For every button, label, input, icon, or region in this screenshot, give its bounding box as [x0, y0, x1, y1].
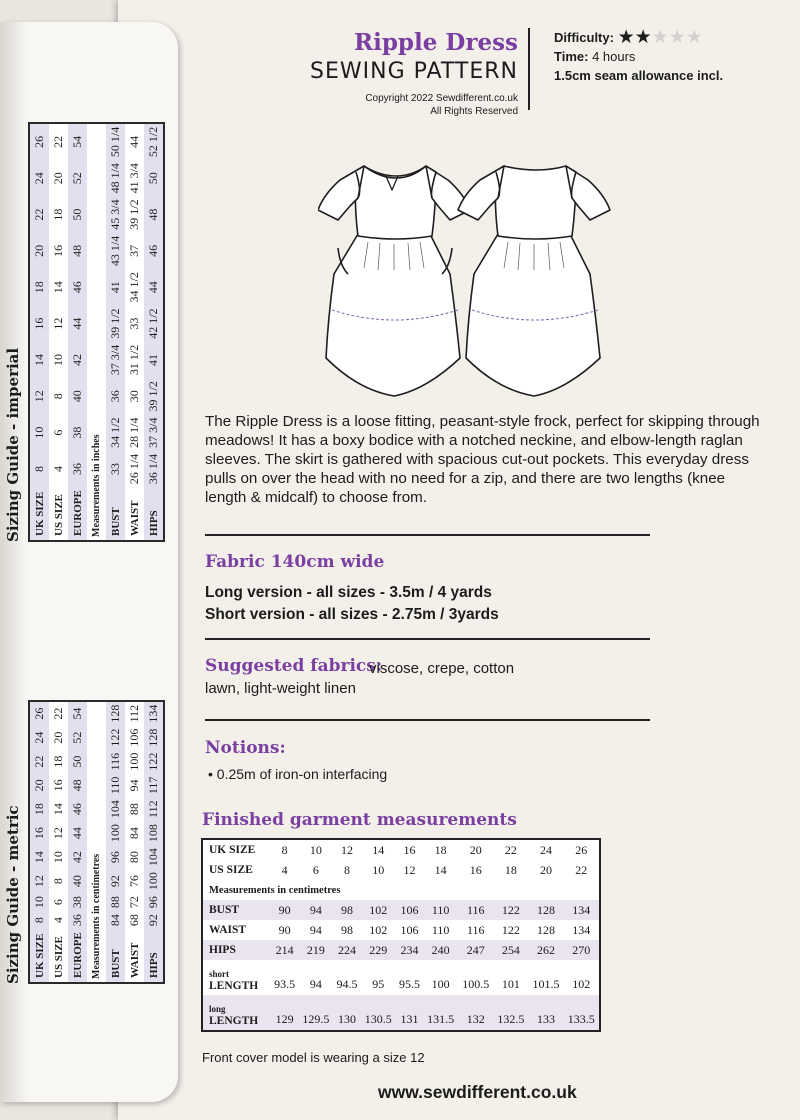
table-cell: 6 — [51, 429, 65, 436]
table-cell: 112 — [144, 797, 164, 821]
table-cell: 134 — [144, 701, 164, 726]
table-cell: 33 — [106, 451, 125, 487]
table-cell: 52 1/2 — [144, 123, 164, 160]
table-cell: 36 — [68, 451, 87, 487]
divider — [205, 719, 650, 721]
table-cell: 12 — [29, 869, 49, 893]
metric-size-table: UK SIZE 8 10 12 14 16 18 20 22 24 26 US SIZE 4 6 8 10 12 14 16 18 20 22 EUROPE 36 38 40 42 44 46 48 50 52 54 Measurements in centimetres BUST 84 88 92 96 100 104 110 116 122 128 WAIST 68 72 76 80 84 88 94 100 106 112 HIPS 92 96 100 104 108 112 117 122 128 134 — [28, 700, 165, 984]
table-cell: 14 — [434, 862, 447, 877]
metric-guide-title: Sizing Guide - metric — [4, 805, 22, 984]
table-cell: 112 — [127, 704, 141, 723]
table-cell: 16 — [51, 244, 65, 257]
table-cell: 24 — [29, 726, 49, 750]
table-cell: 132.5 — [493, 995, 528, 1031]
copyright: Copyright 2022 Sewdifferent.co.uk — [365, 93, 518, 104]
table-cell: 18 — [29, 797, 49, 821]
seam-allowance: 1.5cm seam allowance incl. — [554, 68, 724, 83]
table-cell: 36 — [68, 911, 87, 929]
table-cell: 18 — [29, 269, 49, 305]
time-row — [554, 47, 723, 66]
table-cell: 20 — [539, 862, 552, 877]
table-cell: 6 — [51, 899, 65, 906]
table-cell: 94.5 — [336, 977, 358, 991]
table-cell: 234 — [396, 940, 423, 960]
table-cell: 128 — [106, 701, 125, 726]
table-cell: 270 — [564, 940, 600, 960]
table-cell: 104 — [106, 797, 125, 821]
table-cell: 45 3/4 — [106, 196, 125, 232]
table-cell: 214 — [271, 940, 298, 960]
table-cell: 247 — [458, 940, 493, 960]
table-cell: 48 — [68, 774, 87, 798]
table-cell: 18 — [51, 208, 65, 221]
table-cell: 132 — [458, 995, 493, 1031]
table-cell: 37 3/4 — [106, 342, 125, 378]
table-cell: 44 — [144, 269, 164, 305]
table-cell: 36 — [106, 378, 125, 414]
table-cell: 116 — [466, 922, 485, 937]
table-cell: 106 — [400, 922, 419, 937]
table-cell: 40 — [68, 869, 87, 893]
table-cell: 42 — [68, 342, 87, 378]
table-cell: 20 — [29, 233, 49, 269]
info-block — [554, 28, 723, 85]
table-cell: 240 — [423, 940, 458, 960]
table-cell: 39 1/2 — [144, 378, 164, 414]
table-cell: 36 1/4 — [144, 451, 164, 487]
table-cell: 88 — [106, 893, 125, 911]
table-cell: 14 — [29, 342, 49, 378]
table-cell: 12 — [403, 862, 416, 877]
table-cell: 101 — [501, 977, 520, 991]
table-cell: 52 — [68, 160, 87, 196]
table-cell: 20 — [51, 731, 65, 744]
table-cell: 46 — [144, 233, 164, 269]
fabric-heading: Fabric 140cm wide — [205, 552, 385, 572]
table-cell: 16 — [51, 779, 65, 792]
table-cell: 38 — [68, 893, 87, 911]
table-cell: 88 — [127, 803, 141, 816]
table-cell: 131 — [396, 995, 423, 1031]
table-cell: 128 — [536, 922, 555, 937]
table-cell: 38 — [68, 414, 87, 450]
table-cell: 28 1/4 — [127, 417, 141, 448]
finished-unit-note: Measurements in centimetres — [209, 884, 341, 896]
table-cell: 8 — [29, 911, 49, 929]
table-cell: 110 — [431, 922, 450, 937]
table-cell: 54 — [68, 701, 87, 726]
imperial-guide-title: Sizing Guide - imperial — [4, 347, 22, 542]
table-cell: 133 — [528, 995, 563, 1031]
table-cell: 37 3/4 — [144, 414, 164, 450]
table-cell: 34 1/2 — [106, 414, 125, 450]
table-cell: 30 — [127, 390, 141, 403]
imperial-unit-note: Measurements in inches — [87, 123, 106, 541]
table-cell: 90 — [278, 922, 291, 937]
star-empty-icon: ★ — [685, 27, 703, 48]
table-cell: 122 — [144, 750, 164, 774]
table-cell: 24 — [29, 160, 49, 196]
table-cell: 134 — [564, 900, 600, 920]
table-cell: 46 — [68, 797, 87, 821]
table-cell: 98 — [333, 900, 360, 920]
table-cell: 131.5 — [423, 995, 458, 1031]
table-cell: 26 1/4 — [127, 453, 141, 485]
table-cell: 4 — [51, 465, 65, 472]
fabric-short: Short version - all sizes - 2.75m / 3yards — [205, 606, 499, 623]
table-cell: 10 — [51, 353, 65, 366]
table-cell: 12 — [29, 378, 49, 414]
sizing-guide-metric — [4, 700, 165, 984]
table-cell: 39 1/2 — [127, 199, 141, 230]
table-cell: 134 — [572, 922, 591, 937]
table-cell: 10 — [29, 893, 49, 911]
star-empty-icon: ★ — [651, 27, 669, 48]
table-cell: 4 — [51, 917, 65, 924]
table-cell: 128 — [144, 726, 164, 750]
table-cell: 37 — [127, 244, 141, 257]
table-cell: 52 — [68, 726, 87, 750]
table-cell: 122 — [493, 900, 528, 920]
cover-model-caption: Front cover model is wearing a size 12 — [202, 1050, 425, 1065]
difficulty-row — [554, 28, 723, 47]
description: The Ripple Dress is a loose fitting, peasant-style frock, perfect for skipping through meadows! It has a boxy bodice with a notched neckine, and elbow-length raglan sleeves. The skirt is gathered with spacious cut-out pockets. This everyday dress pulls on over the head with no need for a zip, and there are two lengths (knee length & midcalf) to choose from. — [205, 413, 760, 506]
table-cell: 219 — [298, 940, 333, 960]
table-cell: 54 — [68, 123, 87, 160]
table-cell: 50 — [68, 750, 87, 774]
table-cell: 18 — [504, 862, 517, 877]
table-cell: 80 — [127, 851, 141, 864]
table-cell: 92 — [144, 911, 164, 929]
table-cell: 42 1/2 — [144, 305, 164, 341]
table-cell: 14 — [372, 842, 385, 857]
table-cell: 50 1/4 — [106, 123, 125, 160]
table-cell: 42 — [68, 845, 87, 869]
table-cell: 72 — [127, 896, 141, 909]
time-value: 4 hours — [592, 49, 636, 64]
table-cell: 12 — [341, 842, 354, 857]
table-cell: 48 — [144, 196, 164, 232]
table-cell: 68 — [127, 914, 141, 927]
table-cell: 41 — [144, 342, 164, 378]
website-url: www.sewdifferent.co.uk — [378, 1082, 577, 1102]
pattern-title: Ripple Dress — [354, 29, 518, 56]
suggested-text-1: viscose, crepe, cotton — [369, 660, 515, 677]
table-cell: 22 — [29, 750, 49, 774]
table-cell: 122 — [106, 726, 125, 750]
table-cell: 16 — [469, 862, 482, 877]
table-cell: 100 — [431, 977, 450, 991]
table-cell: 84 — [106, 911, 125, 929]
table-cell: 130.5 — [361, 995, 396, 1031]
table-cell: 41 3/4 — [127, 163, 141, 194]
table-cell: 50 — [144, 160, 164, 196]
table-cell: 110 — [106, 774, 125, 798]
time-label: Time: — [554, 49, 589, 64]
table-cell: 34 1/2 — [127, 272, 141, 303]
table-cell: 100.5 — [462, 977, 490, 991]
table-cell: 22 — [51, 707, 65, 720]
table-cell: 102 — [361, 900, 396, 920]
header-divider — [528, 28, 530, 110]
table-cell: 95.5 — [398, 977, 420, 991]
table-cell: 106 — [127, 728, 141, 747]
table-cell: 16 — [403, 842, 416, 857]
table-cell: 12 — [51, 827, 65, 840]
table-cell: 22 — [575, 862, 588, 877]
table-cell: 8 — [344, 862, 351, 877]
table-cell: 96 — [106, 845, 125, 869]
table-cell: 14 — [29, 845, 49, 869]
table-cell: 22 — [51, 135, 65, 148]
table-cell: 48 1/4 — [106, 160, 125, 196]
table-cell: 18 — [51, 755, 65, 768]
table-cell: 94 — [127, 779, 141, 792]
dress-front-drawing — [318, 166, 470, 396]
table-cell: 48 — [68, 233, 87, 269]
table-cell: 8 — [281, 842, 288, 857]
table-cell: 20 — [51, 172, 65, 185]
star-empty-icon: ★ — [668, 27, 686, 48]
table-cell: 40 — [68, 378, 87, 414]
table-cell: 8 — [51, 393, 65, 400]
table-cell: 262 — [528, 940, 563, 960]
table-cell: 16 — [29, 305, 49, 341]
table-cell: 102 — [572, 977, 591, 991]
notions-item: • 0.25m of iron-on interfacing — [208, 766, 388, 782]
table-cell: 110 — [423, 900, 458, 920]
table-cell: 44 — [68, 821, 87, 845]
divider — [205, 638, 650, 640]
star-filled-icon: ★ — [617, 27, 635, 48]
table-cell: 94 — [298, 900, 333, 920]
table-cell: 18 — [434, 842, 447, 857]
table-cell: 26 — [29, 701, 49, 726]
rights: All Rights Reserved — [430, 106, 518, 117]
table-cell: 10 — [29, 414, 49, 450]
table-cell: 93.5 — [274, 977, 296, 991]
table-cell: 4 — [281, 862, 288, 877]
table-cell: 50 — [68, 196, 87, 232]
notions-heading: Notions: — [205, 738, 286, 758]
table-cell: 95 — [372, 977, 385, 991]
table-cell: 100 — [127, 752, 141, 771]
table-cell: 26 — [29, 123, 49, 160]
table-cell: 90 — [271, 900, 298, 920]
finished-heading: Finished garment measurements — [202, 810, 517, 830]
table-cell: 116 — [106, 750, 125, 774]
table-cell: 108 — [144, 821, 164, 845]
table-cell: 22 — [29, 196, 49, 232]
table-cell: 116 — [458, 900, 493, 920]
suggested-text-2: lawn, light-weight linen — [205, 680, 356, 697]
dress-technical-drawing — [318, 158, 618, 400]
sizing-guide-imperial — [4, 122, 165, 542]
table-cell: 10 — [51, 851, 65, 864]
table-cell: 133.5 — [564, 995, 600, 1031]
table-cell: 102 — [369, 922, 388, 937]
divider — [205, 534, 650, 536]
table-cell: 117 — [144, 774, 164, 798]
pattern-subtitle: SEWING PATTERN — [310, 59, 518, 84]
table-cell: 24 — [539, 842, 552, 857]
table-cell: 94 — [309, 922, 322, 937]
table-cell: 26 — [575, 842, 588, 857]
finished-measurements-table: UK SIZE 8 10 12 14 16 18 20 22 24 26 US SIZE 4 6 8 10 12 14 16 18 20 22 Measurements in centimetres BUST 90 94 98 102 106 110 116 122 128 134 WAIST 90 94 98 102 106 110 116 122 128 134 HIPS 214 219 224 229 234 240 247 254 262 270 short LENGTH 93.5 94 94.5 95 95.5 100 100.5 101 101.5 102 long LENGTH 129 129.5 130 130.5 131 131.5 132 132.5 133 133.5 — [201, 838, 601, 1032]
table-cell: 130 — [333, 995, 360, 1031]
table-cell: 128 — [528, 900, 563, 920]
table-cell: 129.5 — [298, 995, 333, 1031]
table-cell: 104 — [144, 845, 164, 869]
table-cell: 14 — [51, 803, 65, 816]
table-cell: 44 — [68, 305, 87, 341]
table-cell: 229 — [361, 940, 396, 960]
table-cell: 14 — [51, 281, 65, 294]
difficulty-label: Difficulty: — [554, 30, 614, 45]
table-cell: 254 — [493, 940, 528, 960]
table-cell: 129 — [271, 995, 298, 1031]
table-cell: 100 — [144, 869, 164, 893]
table-cell: 100 — [106, 821, 125, 845]
table-cell: 106 — [396, 900, 423, 920]
table-cell: 224 — [333, 940, 360, 960]
table-cell: 46 — [68, 269, 87, 305]
table-cell: 8 — [51, 878, 65, 885]
imperial-size-table: UK SIZE 8 10 12 14 16 18 20 22 24 26 US SIZE 4 6 8 10 12 14 16 18 20 22 EUROPE 36 38 40 42 44 46 48 50 52 54 Measurements in inches BUST 33 34 1/2 36 37 3/4 39 1/2 41 43 1/4 45 3/4 48 1/4 50 1/4 WAIST 26 1/4 28 1/4 30 31 1/2 33 34 1/2 37 39 1/2 41 3/4 44 HIPS 36 1/4 37 3/4 39 1/2 41 42 1/2 44 46 48 50 52 1/2 — [28, 122, 165, 542]
difficulty-stars — [617, 27, 703, 48]
table-cell: 41 — [106, 269, 125, 305]
fabric-long: Long version - all sizes - 3.5m / 4 yards — [205, 584, 492, 601]
table-cell: 98 — [341, 922, 354, 937]
table-cell: 6 — [312, 862, 319, 877]
table-cell: 22 — [504, 842, 517, 857]
table-cell: 20 — [469, 842, 482, 857]
table-cell: 16 — [29, 821, 49, 845]
table-cell: 43 1/4 — [106, 233, 125, 269]
table-cell: 31 1/2 — [127, 344, 141, 376]
dress-back-drawing — [458, 166, 610, 396]
metric-unit-note: Measurements in centimetres — [87, 701, 106, 983]
table-cell: 84 — [127, 827, 141, 840]
table-cell: 8 — [29, 451, 49, 487]
table-cell: 20 — [29, 774, 49, 798]
star-filled-icon: ★ — [634, 27, 652, 48]
table-cell: 92 — [106, 869, 125, 893]
table-cell: 122 — [501, 922, 520, 937]
table-cell: 33 — [127, 317, 141, 330]
table-cell: 44 — [127, 135, 141, 148]
table-cell: 10 — [309, 842, 322, 857]
suggested-heading: Suggested fabrics: — [205, 656, 383, 676]
table-cell: 76 — [127, 875, 141, 888]
table-cell: 101.5 — [532, 977, 560, 991]
table-cell: 39 1/2 — [106, 305, 125, 341]
title-block — [228, 30, 518, 118]
table-cell: 96 — [144, 893, 164, 911]
table-cell: 10 — [372, 862, 385, 877]
table-cell: 94 — [309, 977, 322, 991]
sizing-guide-flap — [0, 22, 178, 1102]
table-cell: 12 — [51, 317, 65, 330]
